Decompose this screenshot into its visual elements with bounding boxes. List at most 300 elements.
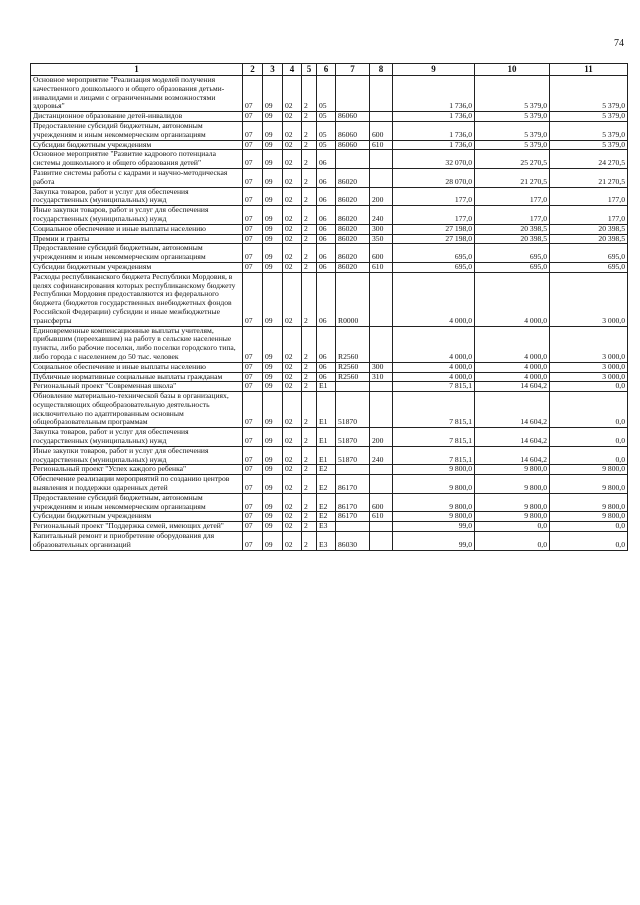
table-row bbox=[31, 76, 628, 112]
code-section: 07 bbox=[243, 187, 263, 206]
amount-col9: 9 800,0 bbox=[393, 465, 475, 475]
code-event: E1 bbox=[317, 392, 336, 428]
code-section: 07 bbox=[243, 446, 263, 465]
code-event: 05 bbox=[317, 121, 336, 140]
table-row bbox=[31, 244, 628, 263]
code-expense-type: 300 bbox=[370, 362, 393, 372]
code-subsection: 09 bbox=[263, 362, 283, 372]
code-expense-type: 600 bbox=[370, 121, 393, 140]
code-section: 07 bbox=[243, 140, 263, 150]
amount-col11: 0,0 bbox=[550, 428, 628, 447]
code-event: 06 bbox=[317, 326, 336, 362]
code-direction: 86170 bbox=[336, 493, 370, 512]
code-section: 07 bbox=[243, 382, 263, 392]
amount-col10: 20 398,5 bbox=[475, 234, 550, 244]
code-direction bbox=[336, 522, 370, 532]
code-program: 02 bbox=[283, 362, 302, 372]
code-direction bbox=[336, 76, 370, 112]
amount-col10: 14 604,2 bbox=[475, 382, 550, 392]
amount-col10: 9 800,0 bbox=[475, 493, 550, 512]
code-event: 06 bbox=[317, 150, 336, 169]
table-row bbox=[31, 512, 628, 522]
code-expense-type: 310 bbox=[370, 372, 393, 382]
amount-col9: 27 198,0 bbox=[393, 234, 475, 244]
code-section: 07 bbox=[243, 475, 263, 494]
amount-col9: 4 000,0 bbox=[393, 362, 475, 372]
code-program: 02 bbox=[283, 493, 302, 512]
column-header: 2 bbox=[243, 64, 263, 76]
amount-col11: 0,0 bbox=[550, 532, 628, 551]
code-subprogram: 2 bbox=[302, 465, 317, 475]
code-section: 07 bbox=[243, 465, 263, 475]
row-name: Предоставление субсидий бюджетным, автономным учреждениям и иным некоммерческим организациям bbox=[31, 493, 243, 512]
code-subsection: 09 bbox=[263, 234, 283, 244]
code-event: 05 bbox=[317, 76, 336, 112]
code-expense-type bbox=[370, 382, 393, 392]
row-name: Иные закупки товаров, работ и услуг для обеспечения государственных (муниципальных) нужд bbox=[31, 206, 243, 225]
code-expense-type: 600 bbox=[370, 244, 393, 263]
column-header: 3 bbox=[263, 64, 283, 76]
amount-col11: 20 398,5 bbox=[550, 234, 628, 244]
amount-col10: 5 379,0 bbox=[475, 140, 550, 150]
code-program: 02 bbox=[283, 121, 302, 140]
code-event: 06 bbox=[317, 234, 336, 244]
row-name: Единовременные компенсационные выплаты учителям, прибывшим (переехавшим) на работу в сельские населенные пункты, либо рабочие поселки, либо поселки городского типа, либо города с населением до 50 тыс. человек bbox=[31, 326, 243, 362]
code-event: 06 bbox=[317, 187, 336, 206]
row-name: Предоставление субсидий бюджетным, автономным учреждениям и иным некоммерческим организациям bbox=[31, 121, 243, 140]
row-name: Предоставление субсидий бюджетным, автономным учреждениям и иным некоммерческим организациям bbox=[31, 244, 243, 263]
code-program: 02 bbox=[283, 382, 302, 392]
code-section: 07 bbox=[243, 234, 263, 244]
code-program: 02 bbox=[283, 272, 302, 326]
code-subprogram: 2 bbox=[302, 150, 317, 169]
code-subsection: 09 bbox=[263, 168, 283, 187]
amount-col9: 1 736,0 bbox=[393, 121, 475, 140]
code-program: 02 bbox=[283, 140, 302, 150]
table-row bbox=[31, 121, 628, 140]
code-expense-type: 300 bbox=[370, 224, 393, 234]
code-direction: 86020 bbox=[336, 187, 370, 206]
table-header-row bbox=[31, 64, 628, 76]
code-direction: 86020 bbox=[336, 234, 370, 244]
code-program: 02 bbox=[283, 522, 302, 532]
row-name: Субсидии бюджетным учреждениям bbox=[31, 140, 243, 150]
row-name: Иные закупки товаров, работ и услуг для обеспечения государственных (муниципальных) нужд bbox=[31, 446, 243, 465]
code-subprogram: 2 bbox=[302, 392, 317, 428]
amount-col11: 177,0 bbox=[550, 187, 628, 206]
code-expense-type: 610 bbox=[370, 140, 393, 150]
code-expense-type bbox=[370, 272, 393, 326]
code-section: 07 bbox=[243, 76, 263, 112]
code-section: 07 bbox=[243, 428, 263, 447]
code-event: 05 bbox=[317, 140, 336, 150]
code-expense-type: 200 bbox=[370, 428, 393, 447]
column-header: 8 bbox=[370, 64, 393, 76]
amount-col11: 9 800,0 bbox=[550, 475, 628, 494]
amount-col11: 5 379,0 bbox=[550, 140, 628, 150]
code-event: 06 bbox=[317, 272, 336, 326]
table-row bbox=[31, 522, 628, 532]
amount-col10: 0,0 bbox=[475, 522, 550, 532]
code-program: 02 bbox=[283, 512, 302, 522]
code-program: 02 bbox=[283, 187, 302, 206]
code-section: 07 bbox=[243, 362, 263, 372]
code-program: 02 bbox=[283, 392, 302, 428]
code-direction: 86030 bbox=[336, 532, 370, 551]
code-subprogram: 2 bbox=[302, 326, 317, 362]
row-name: Закупка товаров, работ и услуг для обеспечения государственных (муниципальных) нужд bbox=[31, 187, 243, 206]
row-name: Обновление материально-технической базы в организациях, осуществляющих общеобразовательную деятельность исключительно по адаптированным основным общеобразовательным программам bbox=[31, 392, 243, 428]
table-row bbox=[31, 428, 628, 447]
code-subsection: 09 bbox=[263, 475, 283, 494]
code-subprogram: 2 bbox=[302, 121, 317, 140]
table-row bbox=[31, 150, 628, 169]
code-direction: 86020 bbox=[336, 244, 370, 263]
code-expense-type: 610 bbox=[370, 262, 393, 272]
amount-col9: 4 000,0 bbox=[393, 326, 475, 362]
amount-col9: 7 815,1 bbox=[393, 446, 475, 465]
code-program: 02 bbox=[283, 475, 302, 494]
amount-col10: 177,0 bbox=[475, 187, 550, 206]
code-subsection: 09 bbox=[263, 326, 283, 362]
code-direction: 86020 bbox=[336, 168, 370, 187]
table-row bbox=[31, 382, 628, 392]
amount-col10: 9 800,0 bbox=[475, 475, 550, 494]
table-row bbox=[31, 234, 628, 244]
row-name: Капитальный ремонт и приобретение оборудования для образовательных организаций bbox=[31, 532, 243, 551]
code-program: 02 bbox=[283, 76, 302, 112]
code-event: E2 bbox=[317, 475, 336, 494]
code-program: 02 bbox=[283, 168, 302, 187]
amount-col11: 20 398,5 bbox=[550, 224, 628, 234]
amount-col11: 9 800,0 bbox=[550, 465, 628, 475]
row-name: Развитие системы работы с кадрами и научно-методическая работа bbox=[31, 168, 243, 187]
column-header: 1 bbox=[31, 64, 243, 76]
budget-table bbox=[30, 63, 628, 551]
table-row bbox=[31, 140, 628, 150]
code-subprogram: 2 bbox=[302, 522, 317, 532]
amount-col10: 4 000,0 bbox=[475, 326, 550, 362]
code-section: 07 bbox=[243, 121, 263, 140]
code-subsection: 09 bbox=[263, 224, 283, 234]
amount-col9: 1 736,0 bbox=[393, 76, 475, 112]
column-header: 9 bbox=[393, 64, 475, 76]
table-row bbox=[31, 392, 628, 428]
code-expense-type bbox=[370, 392, 393, 428]
code-expense-type: 200 bbox=[370, 187, 393, 206]
amount-col9: 9 800,0 bbox=[393, 475, 475, 494]
row-name: Субсидии бюджетным учреждениям bbox=[31, 512, 243, 522]
code-subsection: 09 bbox=[263, 372, 283, 382]
code-subprogram: 2 bbox=[302, 362, 317, 372]
amount-col9: 1 736,0 bbox=[393, 112, 475, 122]
table-row bbox=[31, 168, 628, 187]
amount-col10: 9 800,0 bbox=[475, 465, 550, 475]
amount-col10: 14 604,2 bbox=[475, 428, 550, 447]
code-subsection: 09 bbox=[263, 512, 283, 522]
amount-col11: 24 270,5 bbox=[550, 150, 628, 169]
code-direction: R0000 bbox=[336, 272, 370, 326]
amount-col11: 5 379,0 bbox=[550, 76, 628, 112]
code-program: 02 bbox=[283, 234, 302, 244]
code-subsection: 09 bbox=[263, 244, 283, 263]
amount-col11: 5 379,0 bbox=[550, 121, 628, 140]
code-event: 06 bbox=[317, 224, 336, 234]
row-name: Региональный проект "Современная школа" bbox=[31, 382, 243, 392]
amount-col11: 695,0 bbox=[550, 262, 628, 272]
table-row bbox=[31, 206, 628, 225]
table-row bbox=[31, 475, 628, 494]
code-subsection: 09 bbox=[263, 262, 283, 272]
row-name: Региональный проект "Успех каждого ребенка" bbox=[31, 465, 243, 475]
code-subprogram: 2 bbox=[302, 272, 317, 326]
table-row bbox=[31, 532, 628, 551]
amount-col9: 695,0 bbox=[393, 262, 475, 272]
code-expense-type bbox=[370, 475, 393, 494]
code-section: 07 bbox=[243, 272, 263, 326]
code-subprogram: 2 bbox=[302, 446, 317, 465]
row-name: Закупка товаров, работ и услуг для обеспечения государственных (муниципальных) нужд bbox=[31, 428, 243, 447]
amount-col10: 21 270,5 bbox=[475, 168, 550, 187]
code-subsection: 09 bbox=[263, 522, 283, 532]
code-program: 02 bbox=[283, 326, 302, 362]
amount-col10: 5 379,0 bbox=[475, 112, 550, 122]
code-program: 02 bbox=[283, 532, 302, 551]
code-section: 07 bbox=[243, 392, 263, 428]
code-direction: 86170 bbox=[336, 475, 370, 494]
code-section: 07 bbox=[243, 326, 263, 362]
amount-col11: 177,0 bbox=[550, 206, 628, 225]
code-program: 02 bbox=[283, 112, 302, 122]
row-name: Основное мероприятие "Реализация моделей получения качественного дошкольного и общего образования детьми-инвалидами и лицами с ограниченными возможностями здоровья" bbox=[31, 76, 243, 112]
table-row bbox=[31, 446, 628, 465]
amount-col11: 0,0 bbox=[550, 392, 628, 428]
code-expense-type bbox=[370, 532, 393, 551]
code-direction: 86060 bbox=[336, 121, 370, 140]
amount-col9: 9 800,0 bbox=[393, 493, 475, 512]
amount-col9: 4 000,0 bbox=[393, 272, 475, 326]
code-event: E1 bbox=[317, 428, 336, 447]
code-direction: 86020 bbox=[336, 206, 370, 225]
column-header: 4 bbox=[283, 64, 302, 76]
table-row bbox=[31, 326, 628, 362]
code-subprogram: 2 bbox=[302, 428, 317, 447]
code-section: 07 bbox=[243, 112, 263, 122]
code-subprogram: 2 bbox=[302, 76, 317, 112]
amount-col9: 177,0 bbox=[393, 206, 475, 225]
amount-col9: 99,0 bbox=[393, 532, 475, 551]
code-expense-type: 600 bbox=[370, 493, 393, 512]
code-program: 02 bbox=[283, 206, 302, 225]
code-section: 07 bbox=[243, 150, 263, 169]
amount-col9: 99,0 bbox=[393, 522, 475, 532]
code-direction: 86170 bbox=[336, 512, 370, 522]
code-subprogram: 2 bbox=[302, 493, 317, 512]
code-event: E3 bbox=[317, 532, 336, 551]
code-event: 06 bbox=[317, 362, 336, 372]
table-row bbox=[31, 272, 628, 326]
amount-col9: 1 736,0 bbox=[393, 140, 475, 150]
code-section: 07 bbox=[243, 262, 263, 272]
amount-col11: 3 000,0 bbox=[550, 372, 628, 382]
code-section: 07 bbox=[243, 372, 263, 382]
code-event: 06 bbox=[317, 244, 336, 263]
code-subprogram: 2 bbox=[302, 244, 317, 263]
code-subsection: 09 bbox=[263, 272, 283, 326]
amount-col10: 20 398,5 bbox=[475, 224, 550, 234]
code-expense-type: 240 bbox=[370, 446, 393, 465]
code-direction: 51870 bbox=[336, 392, 370, 428]
amount-col10: 9 800,0 bbox=[475, 512, 550, 522]
amount-col10: 0,0 bbox=[475, 532, 550, 551]
code-subsection: 09 bbox=[263, 382, 283, 392]
amount-col10: 177,0 bbox=[475, 206, 550, 225]
amount-col9: 7 815,1 bbox=[393, 382, 475, 392]
code-event: 06 bbox=[317, 206, 336, 225]
code-direction: 86020 bbox=[336, 262, 370, 272]
row-name: Субсидии бюджетным учреждениям bbox=[31, 262, 243, 272]
code-event: 06 bbox=[317, 262, 336, 272]
code-event: E2 bbox=[317, 512, 336, 522]
table-row bbox=[31, 262, 628, 272]
code-subprogram: 2 bbox=[302, 168, 317, 187]
code-section: 07 bbox=[243, 244, 263, 263]
amount-col11: 3 000,0 bbox=[550, 272, 628, 326]
code-subprogram: 2 bbox=[302, 372, 317, 382]
code-subsection: 09 bbox=[263, 150, 283, 169]
code-section: 07 bbox=[243, 532, 263, 551]
code-expense-type bbox=[370, 465, 393, 475]
code-program: 02 bbox=[283, 446, 302, 465]
column-header: 11 bbox=[550, 64, 628, 76]
amount-col11: 9 800,0 bbox=[550, 512, 628, 522]
code-subsection: 09 bbox=[263, 121, 283, 140]
row-name: Обеспечение реализации мероприятий по созданию центров выявления и поддержки одаренных детей bbox=[31, 475, 243, 494]
code-expense-type bbox=[370, 76, 393, 112]
amount-col9: 7 815,1 bbox=[393, 392, 475, 428]
code-event: 06 bbox=[317, 168, 336, 187]
row-name: Социальное обеспечение и иные выплаты населению bbox=[31, 224, 243, 234]
code-subsection: 09 bbox=[263, 206, 283, 225]
code-subsection: 09 bbox=[263, 392, 283, 428]
amount-col10: 695,0 bbox=[475, 244, 550, 263]
amount-col11: 0,0 bbox=[550, 522, 628, 532]
amount-col11: 9 800,0 bbox=[550, 493, 628, 512]
code-expense-type: 240 bbox=[370, 206, 393, 225]
code-direction: 86060 bbox=[336, 140, 370, 150]
code-program: 02 bbox=[283, 224, 302, 234]
amount-col10: 4 000,0 bbox=[475, 272, 550, 326]
table-row bbox=[31, 493, 628, 512]
row-name: Региональный проект "Поддержка семей, имеющих детей" bbox=[31, 522, 243, 532]
code-event: 05 bbox=[317, 112, 336, 122]
code-direction: R2560 bbox=[336, 362, 370, 372]
code-expense-type: 350 bbox=[370, 234, 393, 244]
code-program: 02 bbox=[283, 244, 302, 263]
code-subsection: 09 bbox=[263, 112, 283, 122]
code-direction bbox=[336, 150, 370, 169]
code-expense-type bbox=[370, 112, 393, 122]
code-subprogram: 2 bbox=[302, 382, 317, 392]
column-header: 6 bbox=[317, 64, 336, 76]
column-header: 5 bbox=[302, 64, 317, 76]
amount-col10: 25 270,5 bbox=[475, 150, 550, 169]
code-subprogram: 2 bbox=[302, 532, 317, 551]
amount-col10: 695,0 bbox=[475, 262, 550, 272]
amount-col11: 3 000,0 bbox=[550, 326, 628, 362]
code-program: 02 bbox=[283, 150, 302, 169]
code-direction bbox=[336, 465, 370, 475]
code-subsection: 09 bbox=[263, 187, 283, 206]
code-subprogram: 2 bbox=[302, 234, 317, 244]
amount-col9: 7 815,1 bbox=[393, 428, 475, 447]
row-name: Дистанционное образование детей-инвалидов bbox=[31, 112, 243, 122]
amount-col9: 9 800,0 bbox=[393, 512, 475, 522]
amount-col9: 177,0 bbox=[393, 187, 475, 206]
table-row bbox=[31, 362, 628, 372]
code-direction: R2560 bbox=[336, 372, 370, 382]
amount-col9: 27 198,0 bbox=[393, 224, 475, 234]
amount-col10: 14 604,2 bbox=[475, 446, 550, 465]
amount-col11: 21 270,5 bbox=[550, 168, 628, 187]
amount-col10: 4 000,0 bbox=[475, 362, 550, 372]
code-direction: 51870 bbox=[336, 428, 370, 447]
code-subprogram: 2 bbox=[302, 475, 317, 494]
code-program: 02 bbox=[283, 262, 302, 272]
code-expense-type bbox=[370, 150, 393, 169]
code-program: 02 bbox=[283, 465, 302, 475]
code-direction bbox=[336, 382, 370, 392]
code-section: 07 bbox=[243, 168, 263, 187]
code-event: E3 bbox=[317, 522, 336, 532]
code-direction: 86020 bbox=[336, 224, 370, 234]
amount-col10: 5 379,0 bbox=[475, 121, 550, 140]
amount-col10: 5 379,0 bbox=[475, 76, 550, 112]
code-subprogram: 2 bbox=[302, 187, 317, 206]
code-subprogram: 2 bbox=[302, 206, 317, 225]
code-event: E1 bbox=[317, 382, 336, 392]
code-subsection: 09 bbox=[263, 532, 283, 551]
code-direction: 86060 bbox=[336, 112, 370, 122]
code-subsection: 09 bbox=[263, 76, 283, 112]
row-name: Социальное обеспечение и иные выплаты населению bbox=[31, 362, 243, 372]
page-number: 74 bbox=[614, 38, 624, 49]
code-section: 07 bbox=[243, 224, 263, 234]
code-subprogram: 2 bbox=[302, 512, 317, 522]
table-row bbox=[31, 465, 628, 475]
code-direction: R2560 bbox=[336, 326, 370, 362]
code-direction: 51870 bbox=[336, 446, 370, 465]
code-program: 02 bbox=[283, 428, 302, 447]
row-name: Публичные нормативные социальные выплаты гражданам bbox=[31, 372, 243, 382]
code-expense-type bbox=[370, 522, 393, 532]
code-subsection: 09 bbox=[263, 493, 283, 512]
code-expense-type: 610 bbox=[370, 512, 393, 522]
code-section: 07 bbox=[243, 522, 263, 532]
code-event: E2 bbox=[317, 493, 336, 512]
amount-col10: 14 604,2 bbox=[475, 392, 550, 428]
table-row bbox=[31, 112, 628, 122]
code-section: 07 bbox=[243, 512, 263, 522]
amount-col9: 32 070,0 bbox=[393, 150, 475, 169]
row-name: Премии и гранты bbox=[31, 234, 243, 244]
code-event: 06 bbox=[317, 372, 336, 382]
table-row bbox=[31, 224, 628, 234]
code-event: E2 bbox=[317, 465, 336, 475]
table-row bbox=[31, 372, 628, 382]
code-subprogram: 2 bbox=[302, 140, 317, 150]
amount-col11: 0,0 bbox=[550, 446, 628, 465]
